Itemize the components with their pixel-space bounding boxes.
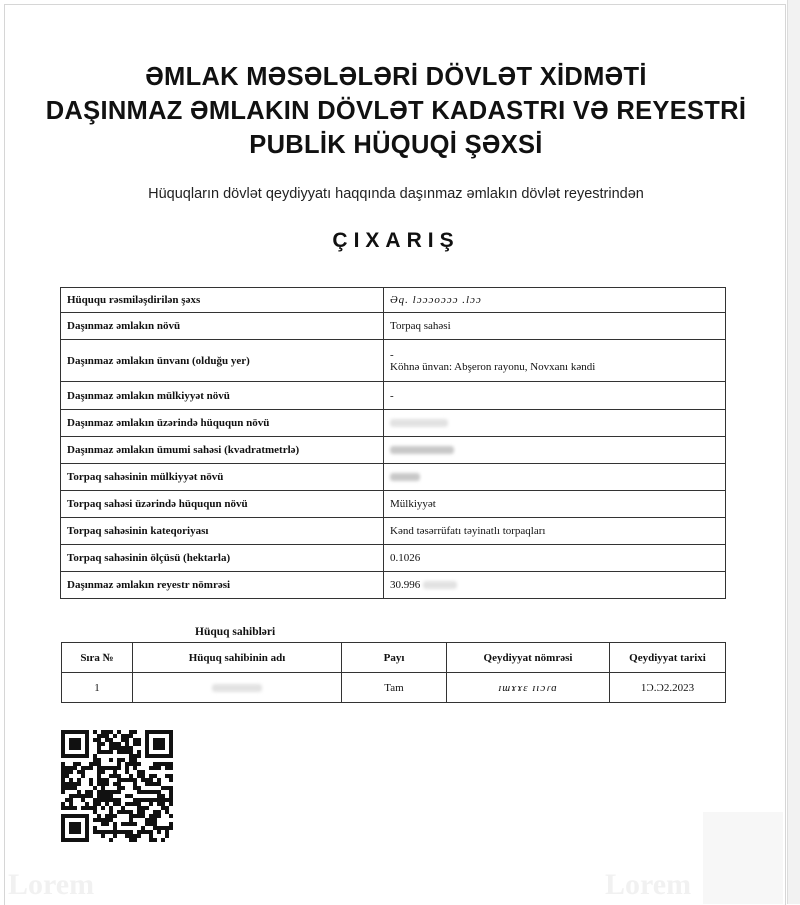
agency-title-line3: PUBLİK HÜQUQİ ŞƏXSİ xyxy=(249,131,543,159)
info-row xyxy=(61,382,726,410)
qr-code-icon xyxy=(61,730,173,842)
info-row xyxy=(61,491,726,518)
registry-number: 30.996 xyxy=(390,579,421,591)
info-label: Daşınmaz əmlakın ümumi sahəsi (kvadratmetrlə) xyxy=(61,437,384,464)
info-value xyxy=(384,340,726,382)
col-header: Payı xyxy=(342,643,447,673)
info-value: Torpaq sahəsi xyxy=(384,313,726,340)
holder-row xyxy=(62,673,726,703)
info-value: Mülkiyyət xyxy=(384,491,726,518)
rights-holders-table xyxy=(61,642,726,703)
document-title: ÇIXARIŞ xyxy=(332,229,460,252)
watermark-right: Lorem xyxy=(605,868,692,901)
info-label: Torpaq sahəsi üzərində hüququn növü xyxy=(61,491,384,518)
watermark-left: Lorem xyxy=(8,868,95,901)
registration-date: 1Ɔ.Ɔ2.2023 xyxy=(610,673,726,703)
agency-title-line1: ƏMLAK MƏSƏLƏLƏRİ DÖVLƏT XİDMƏTİ xyxy=(145,63,647,91)
info-row xyxy=(61,545,726,572)
info-row xyxy=(61,288,726,313)
col-header: Qeydiyyat nömrəsi xyxy=(447,643,610,673)
holders-header-row xyxy=(62,643,726,673)
info-label: Daşınmaz əmlakın növü xyxy=(61,313,384,340)
holder-number: 1 xyxy=(62,673,133,703)
col-header: Hüquq sahibinin adı xyxy=(133,643,342,673)
info-value-redacted xyxy=(384,437,726,464)
info-row xyxy=(61,518,726,545)
info-label: Daşınmaz əmlakın ünvanı (olduğu yer) xyxy=(61,340,384,382)
info-label: Hüququ rəsmiləşdirilən şəxs xyxy=(61,288,384,313)
old-address: Köhnə ünvan: Abşeron rayonu, Novxanı kəndi xyxy=(390,360,596,373)
info-value: Əq. lɔɔɔoɔɔɔ .lɔɔ xyxy=(384,288,726,313)
registration-number: ɪɯɤɤɛ ɪıɔɾɑ xyxy=(447,673,610,703)
property-info-table xyxy=(60,287,726,599)
info-row xyxy=(61,572,726,599)
info-label: Torpaq sahəsinin mülkiyyət növü xyxy=(61,464,384,491)
info-label: Daşınmaz əmlakın reyestr nömrəsi xyxy=(61,572,384,599)
info-value-redacted xyxy=(384,464,726,491)
info-label: Daşınmaz əmlakın üzərində hüququn növü xyxy=(61,410,384,437)
info-row xyxy=(61,313,726,340)
info-row xyxy=(61,464,726,491)
holder-name-redacted xyxy=(133,673,342,703)
info-row xyxy=(61,410,726,437)
info-value-redacted xyxy=(384,410,726,437)
agency-title-line2: DAŞINMAZ ƏMLAKIN DÖVLƏT KADASTRI VƏ REYESTRİ xyxy=(45,97,747,125)
info-value xyxy=(384,572,726,599)
info-value: Kənd təsərrüfatı təyinatlı torpaqları xyxy=(384,518,726,545)
holders-caption: Hüquq sahibləri xyxy=(195,626,276,638)
info-label: Torpaq sahəsinin ölçüsü (hektarla) xyxy=(61,545,384,572)
col-header: Qeydiyyat tarixi xyxy=(610,643,726,673)
info-label: Daşınmaz əmlakın mülkiyyət növü xyxy=(61,382,384,410)
address-dash: - xyxy=(390,348,394,361)
holder-share: Tam xyxy=(342,673,447,703)
scan-artifact xyxy=(703,812,783,904)
info-label: Torpaq sahəsinin kateqoriyası xyxy=(61,518,384,545)
document-subtitle: Hüquqların dövlət qeydiyyatı haqqında daşınmaz əmlakın dövlət reyestrindən xyxy=(148,186,644,202)
info-value: 0.1026 xyxy=(384,545,726,572)
info-value: - xyxy=(384,382,726,410)
info-row xyxy=(61,437,726,464)
col-header: Sıra № xyxy=(62,643,133,673)
info-row xyxy=(61,340,726,382)
